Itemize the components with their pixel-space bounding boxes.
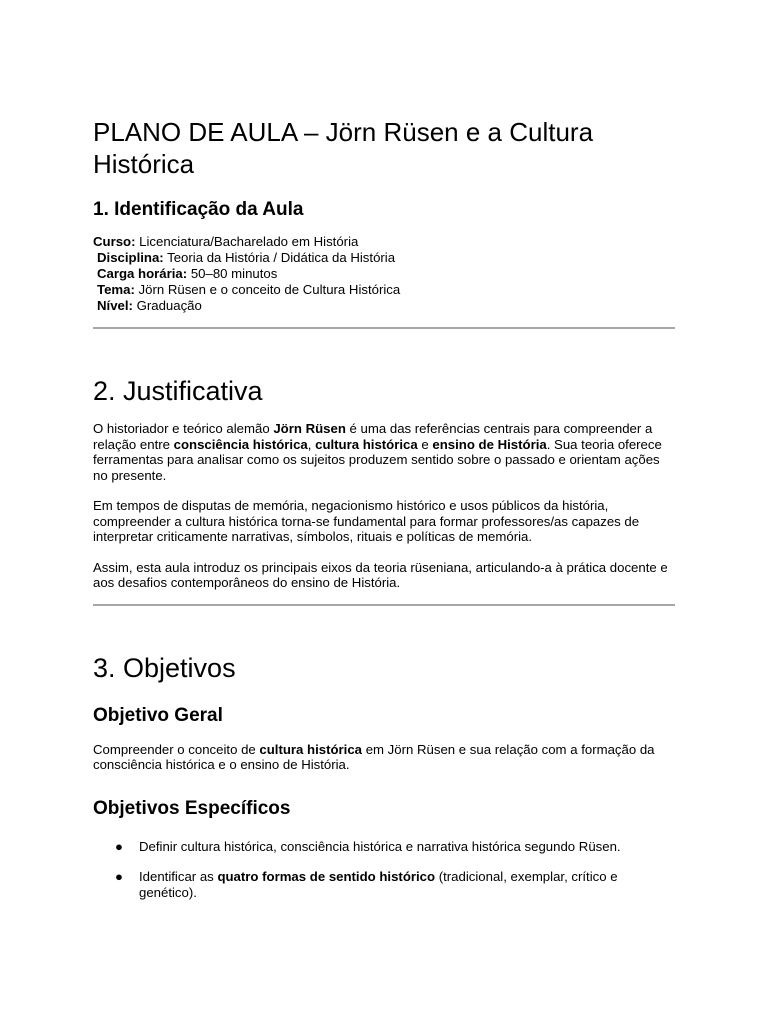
text-run: (tradicional, exemplar, crítico e genético). [139, 869, 618, 900]
bullet-icon: ● [115, 869, 123, 884]
field-nivel-value: Graduação [132, 298, 202, 313]
field-nivel [93, 298, 675, 314]
list-item-text: Definir cultura histórica, consciência histórica e narrativa histórica segundo Rüsen. [139, 838, 621, 854]
field-disciplina-label: Disciplina: [97, 250, 164, 265]
text-run: Identificar as [139, 869, 218, 884]
field-disciplina-value: Teoria da História / Didática da História [163, 250, 396, 265]
field-curso-label: Curso: [93, 234, 136, 249]
section-divider [93, 327, 675, 329]
document-title: PLANO DE AULA – Jörn Rüsen e a Cultura Histórica [93, 117, 594, 179]
justificativa-paragraph-3: Assim, esta aula introduz os principais eixos da teoria rüseniana, articulando-a à prática docente e aos desafios contemporâneos do ensino de História. [93, 559, 668, 590]
list-item [93, 839, 675, 855]
bold-text: ensino de História [432, 436, 547, 452]
list-item [93, 869, 675, 900]
field-disciplina [93, 250, 675, 266]
text-run: em Jörn Rüsen e sua relação com a formação da consciência histórica e o ensino de História. [93, 741, 655, 772]
field-carga-horaria-value: 50–80 minutos [187, 266, 278, 281]
objetivo-geral-text [93, 742, 675, 773]
field-carga-horaria [93, 266, 675, 282]
identificacao-fields [93, 234, 675, 314]
section-identificacao-heading: 1. Identificação da Aula [93, 199, 304, 220]
field-curso [93, 234, 675, 250]
justificativa-paragraph-1 [93, 421, 675, 483]
field-carga-horaria-label: Carga horária: [97, 266, 188, 281]
field-tema-value: Jörn Rüsen e o conceito de Cultura Histórica [134, 282, 401, 297]
bold-text: cultura histórica [259, 741, 363, 757]
field-tema [93, 282, 675, 298]
text-run: Compreender o conceito de [93, 741, 260, 757]
field-tema-label: Tema: [97, 282, 135, 297]
bold-text: Jörn Rüsen [273, 421, 346, 436]
text-run: . Sua teoria oferece ferramentas para analisar como os sujeitos produzem sentido sobre o passado e orientam ações no presente. [93, 436, 662, 483]
section-divider [93, 604, 675, 606]
text-run: O historiador e teórico alemão [93, 421, 274, 436]
section-justificativa-heading: 2. Justificativa [93, 376, 263, 406]
field-nivel-label: Nível: [97, 298, 133, 313]
bold-text: cultura histórica [315, 436, 418, 452]
document-page [93, 116, 675, 915]
text-run: , [307, 436, 316, 452]
justificativa-paragraph-2: Em tempos de disputas de memória, negacionismo histórico e usos públicos da história, compreender a cultura histórica torna-se fundamental para formar professores/as capazes de interpretar criticamente narrativas, símbolos, rituais e políticas de memória. [93, 498, 640, 544]
text-run: é uma das referências centrais para compreender a relação entre [93, 421, 653, 452]
section-objetivos-heading: 3. Objetivos [93, 652, 236, 683]
text-run: e [417, 436, 433, 452]
bullet-icon: ● [115, 838, 123, 854]
objetivos-especificos-heading: Objetivos Específicos [93, 797, 291, 819]
field-curso-value: Licenciatura/Bacharelado em História [135, 234, 359, 249]
objetivo-geral-heading: Objetivo Geral [93, 704, 223, 726]
bold-text: quatro formas de sentido histórico [217, 869, 436, 884]
bold-text: consciência histórica [173, 436, 308, 452]
objetivos-especificos-list [93, 839, 675, 901]
